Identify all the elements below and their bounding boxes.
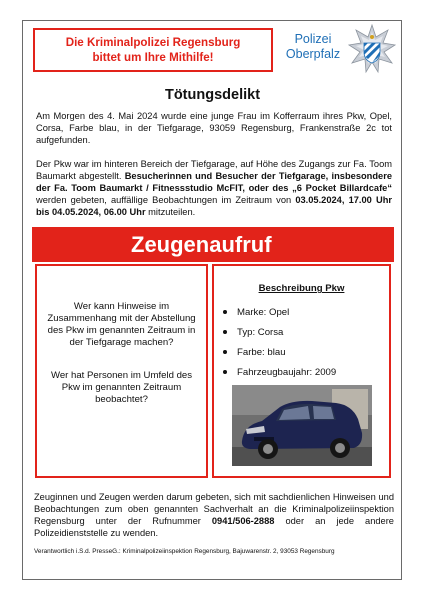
vehicle-description-heading: Beschreibung Pkw bbox=[258, 283, 345, 294]
header bbox=[22, 20, 402, 76]
details-paragraph bbox=[36, 158, 392, 218]
imprint-line: Verantwortlich i.S.d. PresseG.: Kriminalpolizeiinspektion Regensburg, Bajuwarenstr. 2, 93053 Regensburg bbox=[34, 548, 335, 555]
details-timeframe: 03.05.2024, 17.00 Uhr bis 04.05.2024, 06.00 Uhr bbox=[36, 195, 392, 217]
vehicle-spec-item bbox=[223, 367, 388, 379]
vehicle-spec-color: Farbe: blau bbox=[237, 347, 286, 358]
vehicle-spec-year: Fahrzeugbaujahr: 2009 bbox=[237, 367, 337, 378]
bullet-icon bbox=[223, 310, 227, 314]
police-name-line-2: Oberpfalz bbox=[285, 47, 341, 61]
contact-text-b: oder an jede andere Polizeidienststelle zu wenden. bbox=[34, 516, 394, 538]
details-text-visitors: Besucherinnen und Besucher der Tiefgarage, insbesondere der Fa. Toom Baumarkt / Fitnessstudio McFIT, oder des „6 Pocket Billardcafe“ bbox=[36, 171, 392, 193]
details-text-e: mitzuteilen. bbox=[148, 207, 196, 217]
police-name bbox=[278, 32, 348, 62]
police-name-line-1: Polizei bbox=[294, 32, 332, 46]
vehicle-photo bbox=[232, 385, 372, 466]
bullet-icon bbox=[223, 330, 227, 334]
contact-text-a: Zeuginnen und Zeugen werden darum gebeten, sich mit sachdienlichen Hinweisen und Beobachtungen zum oben genannten Sachverhalt an die Kriminalpolizeiinspektion Regensburg unter der Rufnummer bbox=[34, 492, 394, 526]
vehicle-spec-item bbox=[223, 347, 388, 359]
police-star-badge-icon bbox=[348, 24, 396, 74]
vehicle-spec-item bbox=[223, 327, 388, 339]
contact-paragraph bbox=[34, 491, 394, 539]
appeal-line-2: bittet um Ihre Mithilfe! bbox=[92, 51, 214, 64]
appeal-line-1: Die Kriminalpolizei Regensburg bbox=[65, 36, 241, 49]
details-text-c: werden gebeten, auffällige Beobachtungen im Zeitraum von bbox=[36, 195, 292, 205]
bullet-icon bbox=[223, 370, 227, 374]
vehicle-description-box bbox=[212, 264, 391, 478]
vehicle-spec-type: Typ: Corsa bbox=[237, 327, 284, 338]
appeal-box bbox=[33, 28, 273, 72]
bullet-icon bbox=[223, 350, 227, 354]
questions-box bbox=[35, 264, 208, 478]
page-title: Tötungsdelikt bbox=[164, 87, 261, 103]
vehicle-spec-brand: Marke: Opel bbox=[237, 307, 290, 318]
intro-paragraph: Am Morgen des 4. Mai 2024 wurde eine junge Frau im Kofferraum ihres Pkw, Opel, Corsa, Farbe blau, in der Tiefgarage, 93059 Regensburg, Frankenstraße 2c tot aufgefunden. bbox=[36, 111, 392, 145]
contact-phone: 0941/506-2888 bbox=[211, 516, 275, 526]
details-text-a: Der Pkw war im hinteren Bereich der Tiefgarage, auf Höhe des Zugangs zur Fa. Toom Baumarkt abgestellt. bbox=[36, 159, 392, 181]
vehicle-spec-item bbox=[223, 307, 388, 319]
question-parking: Wer kann Hinweise im Zusammenhang mit der Abstellung des Pkw im genannten Zeitraum in der Tiefgarage machen? bbox=[47, 301, 196, 348]
question-persons: Wer hat Personen im Umfeld des Pkw im genannten Zeitraum beobachtet? bbox=[50, 370, 193, 405]
witness-appeal-banner: Zeugenaufruf bbox=[32, 227, 394, 262]
